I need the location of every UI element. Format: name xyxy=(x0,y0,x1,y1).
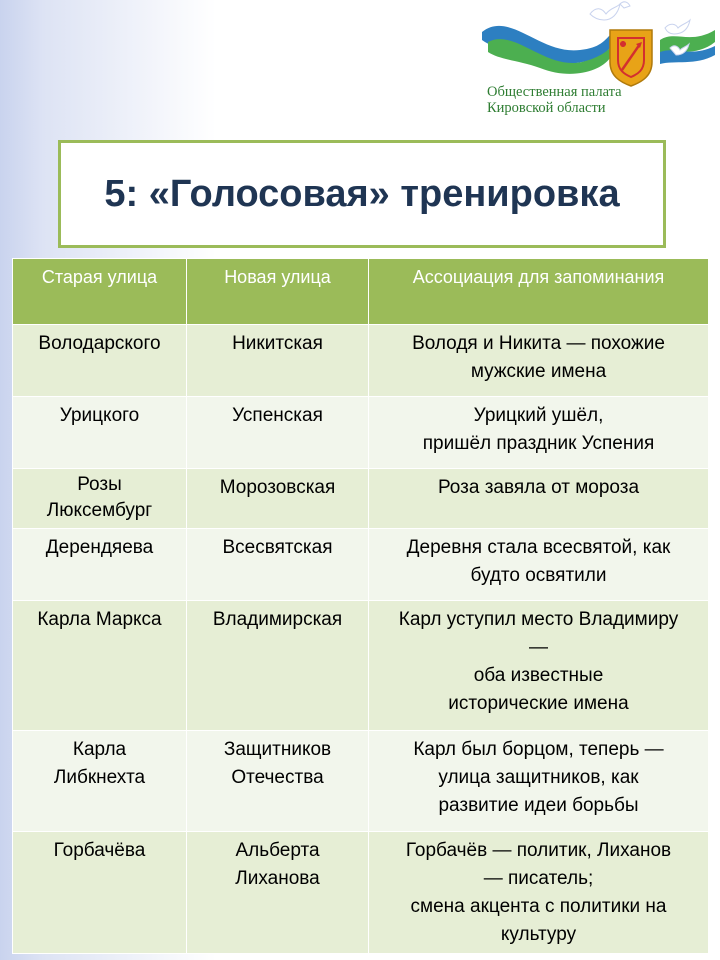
title-box xyxy=(58,140,666,248)
association-cell: Володя и Никита — похожие мужские имена xyxy=(369,325,709,397)
association-cell: Карл был борцом, теперь — улица защитников, как развитие идеи борьбы xyxy=(369,731,709,832)
new-street-cell: Владимирская xyxy=(187,601,369,731)
association-cell: Карл уступил место Владимиру — оба известные исторические имена xyxy=(369,601,709,731)
coat-of-arms-with-doves-icon xyxy=(470,0,720,90)
old-street-cell: Розы Люксембург xyxy=(13,469,187,529)
table-row xyxy=(13,601,709,731)
new-street-cell: Защитников Отечества xyxy=(187,731,369,832)
table-header-row xyxy=(13,259,709,325)
header-old-street: Старая улица xyxy=(13,259,187,325)
new-street-cell: Морозовская xyxy=(187,469,369,529)
streets-table xyxy=(12,258,709,954)
association-cell: Урицкий ушёл, пришёл праздник Успения xyxy=(369,397,709,469)
table-row xyxy=(13,731,709,832)
old-street-cell: Горбачёва xyxy=(13,832,187,954)
old-street-cell: Карла Маркса xyxy=(13,601,187,731)
organization-name-line1: Общественная палата xyxy=(487,84,622,100)
table-row xyxy=(13,469,709,529)
new-street-cell: Никитская xyxy=(187,325,369,397)
header-association: Ассоциация для запоминания xyxy=(369,259,709,325)
table-row xyxy=(13,325,709,397)
new-street-cell: Всесвятская xyxy=(187,529,369,601)
new-street-cell: Успенская xyxy=(187,397,369,469)
old-street-cell: Карла Либкнехта xyxy=(13,731,187,832)
organization-name xyxy=(487,84,717,116)
old-street-cell: Дерендяева xyxy=(13,529,187,601)
table-row xyxy=(13,529,709,601)
new-street-cell: Альберта Лиханова xyxy=(187,832,369,954)
old-street-cell: Урицкого xyxy=(13,397,187,469)
association-cell: Горбачёв — политик, Лиханов — писатель; смена акцента с политики на культуру xyxy=(369,832,709,954)
association-cell: Роза завяла от мороза xyxy=(369,469,709,529)
organization-name-line2: Кировской области xyxy=(487,100,606,116)
slide-title: 5: «Голосовая» тренировка xyxy=(104,172,620,215)
header-new-street: Новая улица xyxy=(187,259,369,325)
old-street-cell: Володарского xyxy=(13,325,187,397)
table-row xyxy=(13,397,709,469)
association-cell: Деревня стала всесвятой, как будто освятили xyxy=(369,529,709,601)
table-row xyxy=(13,832,709,954)
